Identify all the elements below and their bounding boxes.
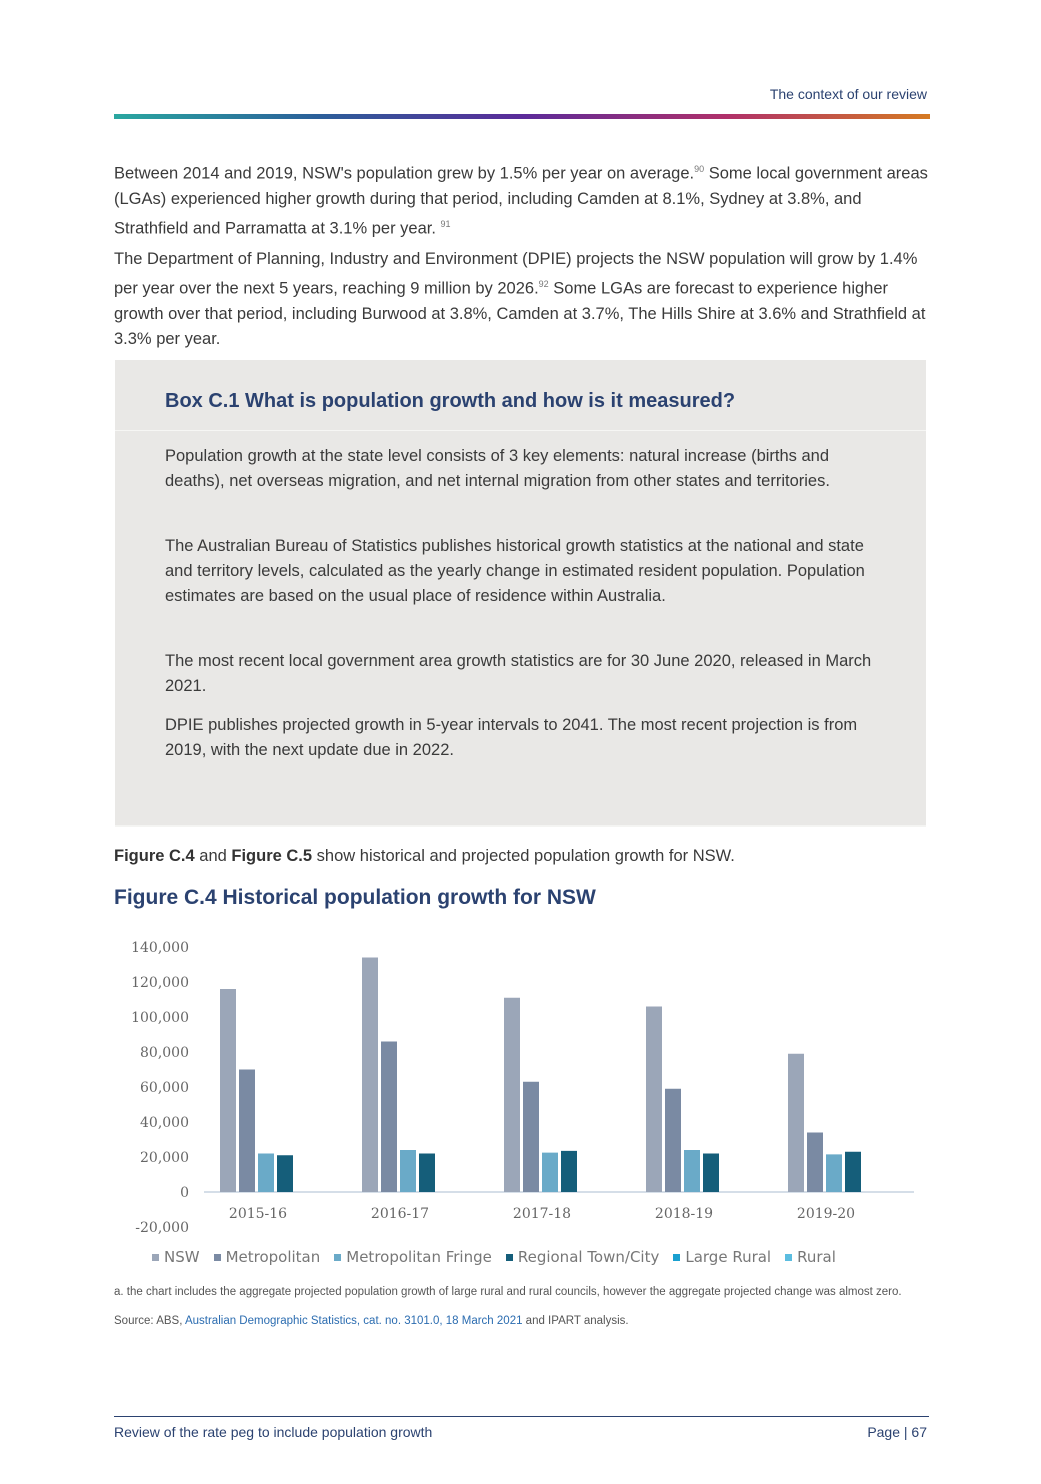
box-paragraph: DPIE publishes projected growth in 5-year intervals to 2041. The most recent projection is from 2019, with the next update due in 2022. — [165, 716, 858, 759]
box-title: Box C.1 What is population growth and how is it measured? — [165, 390, 736, 412]
box-paragraph: The Australian Bureau of Statistics publishes historical growth statistics at the national and state and territory levels, calculated as the yearly change in estimated resident population. Population estimates are based on the usual place of residence within Australia. — [165, 537, 865, 605]
paragraph-text: Some local government areas (LGAs) experienced higher growth during that period, including Camden at 8.1%, Sydney at 3.8%, and Strathfield and Parramatta at 3.1% per year. — [114, 164, 928, 237]
footnote-ref[interactable]: 91 — [440, 218, 451, 229]
bar-regional-town-city-2018-19 — [703, 1154, 719, 1193]
figure-link[interactable]: Figure C.4 — [114, 847, 195, 865]
bar-metropolitan-fringe-2018-19 — [684, 1150, 700, 1192]
figure-link[interactable]: Figure C.5 — [231, 847, 313, 865]
x-tick-label: 2018-19 — [654, 1206, 714, 1222]
y-tick-label: 120,000 — [131, 975, 189, 991]
legend-swatch — [673, 1254, 680, 1261]
x-tick-label: 2015-16 — [228, 1206, 288, 1222]
y-tick-label: 100,000 — [131, 1010, 189, 1026]
paragraph-text: Some LGAs are forecast to experience higher growth over that period, including Burwood at 3.8%, Camden at 3.7%, The Hills Shire at 3.6% and Strathfield at 3.3% per year. — [114, 279, 926, 348]
paragraph-population-history — [114, 157, 929, 241]
chart-note: a. the chart includes the aggregate projected population growth of large rural and rural councils, however the aggregate projected change was almost zero. — [114, 1286, 902, 1298]
info-box — [115, 360, 926, 825]
paragraph-text: Between 2014 and 2019, NSW's population grew by 1.5% per year on average. — [114, 164, 695, 183]
footnote-ref[interactable]: 92 — [538, 279, 549, 289]
section-header-label: The context of our review — [769, 86, 927, 102]
legend-item — [673, 1248, 771, 1266]
bar-metropolitan-fringe-2017-18 — [542, 1153, 558, 1192]
legend-swatch — [334, 1254, 341, 1261]
legend-swatch — [214, 1254, 221, 1261]
legend-item — [214, 1248, 321, 1266]
bar-regional-town-city-2015-16 — [277, 1155, 293, 1192]
box-divider — [115, 430, 926, 431]
y-tick-label: 40,000 — [140, 1115, 189, 1131]
paragraph-population-projection — [114, 247, 929, 352]
y-tick-label: -20,000 — [135, 1220, 189, 1236]
y-tick-label: 20,000 — [140, 1150, 189, 1166]
legend-label: NSW — [164, 1248, 200, 1266]
legend-swatch — [785, 1254, 792, 1261]
footer-document-title: Review of the rate peg to include population growth — [114, 1424, 433, 1440]
bar-nsw-2018-19 — [646, 1007, 662, 1193]
legend-label: Metropolitan Fringe — [346, 1248, 492, 1266]
bar-nsw-2015-16 — [220, 989, 236, 1192]
bar-nsw-2016-17 — [362, 958, 378, 1193]
footer-rule — [114, 1416, 929, 1417]
figure-title: Figure C.4 Historical population growth for NSW — [114, 886, 596, 909]
legend-item — [334, 1248, 492, 1266]
bar-nsw-2017-18 — [504, 998, 520, 1192]
legend-item — [152, 1248, 200, 1266]
legend-label: Rural — [797, 1248, 836, 1266]
bar-metropolitan-2016-17 — [381, 1042, 397, 1193]
source-suffix: and IPART analysis. — [522, 1315, 629, 1327]
legend-swatch — [506, 1254, 513, 1261]
legend-label: Metropolitan — [225, 1248, 321, 1266]
sentence-text: show historical and projected population growth for NSW. — [312, 847, 735, 865]
y-tick-label: 60,000 — [140, 1080, 189, 1096]
source-link[interactable]: Australian Demographic Statistics, cat. no. 3101.0, 18 March 2021 — [184, 1315, 523, 1327]
y-tick-label: 140,000 — [131, 940, 189, 956]
population-growth-bar-chart — [114, 935, 924, 1240]
legend-item — [506, 1248, 660, 1266]
x-tick-label: 2017-18 — [512, 1206, 572, 1222]
chart-source — [114, 1315, 929, 1328]
figure-reference-sentence — [114, 844, 929, 869]
bar-metropolitan-2018-19 — [665, 1089, 681, 1192]
footer-page-number: Page | 67 — [867, 1424, 927, 1440]
bar-metropolitan-fringe-2015-16 — [258, 1154, 274, 1193]
legend-label: Regional Town/City — [517, 1248, 660, 1266]
bar-regional-town-city-2019-20 — [845, 1152, 861, 1192]
bar-metropolitan-fringe-2016-17 — [400, 1150, 416, 1192]
bar-metropolitan-2019-20 — [807, 1133, 823, 1193]
bar-nsw-2019-20 — [788, 1054, 804, 1192]
chart-legend — [152, 1248, 836, 1266]
legend-swatch — [152, 1254, 159, 1261]
y-tick-label: 0 — [180, 1185, 189, 1201]
box-bottom-rule — [115, 825, 926, 827]
footnote-ref[interactable]: 90 — [694, 164, 705, 174]
header-gradient-rule — [114, 114, 930, 119]
bar-metropolitan-2017-18 — [523, 1082, 539, 1192]
x-tick-label: 2019-20 — [796, 1206, 856, 1222]
box-paragraph: Population growth at the state level consists of 3 key elements: natural increase (births and deaths), net overseas migration, and net internal migration from other states and territories. — [165, 447, 830, 490]
bar-metropolitan-2015-16 — [239, 1070, 255, 1193]
box-paragraph: The most recent local government area growth statistics are for 30 June 2020, released in March 2021. — [165, 652, 872, 695]
bar-metropolitan-fringe-2019-20 — [826, 1154, 842, 1192]
bar-regional-town-city-2017-18 — [561, 1151, 577, 1192]
legend-label: Large Rural — [685, 1248, 772, 1266]
x-tick-label: 2016-17 — [370, 1206, 430, 1222]
legend-item — [785, 1248, 836, 1266]
source-prefix: Source: ABS, — [114, 1315, 185, 1327]
sentence-text: and — [194, 847, 232, 865]
y-tick-label: 80,000 — [140, 1045, 189, 1061]
bar-regional-town-city-2016-17 — [419, 1154, 435, 1193]
paragraph-text: The Department of Planning, Industry and Environment (DPIE) projects the NSW population will grow by 1.4% per year over the next 5 years, reaching 9 million by 2026. — [114, 250, 918, 298]
